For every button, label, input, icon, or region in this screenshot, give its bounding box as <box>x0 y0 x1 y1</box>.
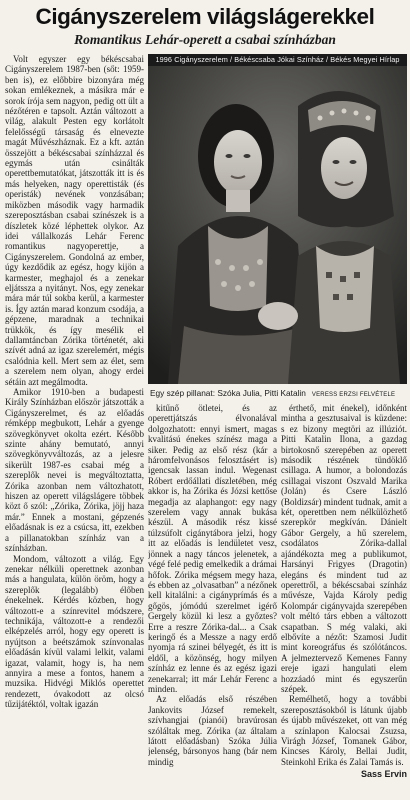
photographer-credit: VERESS ERZSI FELVÉTELE <box>311 392 396 398</box>
photo-credit-bar: 1996 Cigányszerelem / Békéscsaba Jókai Színház / Békés Megyei Hírlap <box>148 54 407 66</box>
article-column-right <box>281 403 407 797</box>
byline: Sass Ervin <box>360 769 407 780</box>
paragraph: Remélhető, hogy a további szereposztásokból is látunk újabb és újabb művészeket, ott van még a színlapon Kalocsai Zsuzsa, Virágh József, Tomanek Gábor, Kincses Károly, Bellai Judit, Steinkohl Erika és Zalai Tamás is. <box>281 694 407 767</box>
paragraph: érthető, mit énekel), időnként mintha a gesztusaival is küzdene: s ez bizony megtöri az illúziót. Pitti Katalin Ilona, a gazdag birtokosnő szerepében az operett második részének tündöklő csillaga. A humor, a bolondozás csillagai viszont Oszvald Marika (Jolán) és Csere László (Boldizsár) mindent tudnak, amit a két, operettben nem nélkülözhető szerepkör megkíván. Dánielt Gábor Gergely, a hű szerelem, csodálatos Zórika-dallal ajándékozta meg a publikumot, Harsányi Frigyes (Dragotin) elegáns és mindent tud az operettről, a békéscsabai színház művésze, Vajda Károly pedig Kolompár cigányvajda szerepében volt méltó társ ebben a változott csapatban. S még valaki, aki elbővíte a nézőt: Szamosi Judit mint koreográfus és szólótáncos. A jelmeztervező Kemenes Fanny ereje igazi hangulati elem hozzáadó mint és egyszerűn szépek. <box>281 403 407 694</box>
paragraph: kitűnő ötletei, és az operettjátszás élvonalával dolgozhatott: ennyi ismert, magas kvalitású énekes színész maga a siker. Pedig az első rész (kár a háromfelvonásos felosztásért is) igencsak lassan indul. Wegenast Róbert erdőállati díszletében, még akkor is, ha Zórika és Józsi kettőse megadja az alaphangot: egy nagy szerelem vagy annak bukása készül. A második rész kissé túlzsúfolt cigánytábora jelzi, hogy itt az előadás is lendületet vesz, jönnek a nagy táncos jelenetek, a végé felé pedig emelkedik a drámai hőfok. Zórika mégsem megy haza, és ebben az „olvasatban” a nézőnek kell kitalálni: a cigányprímás és a gőgös, jómódú szerelmet igérő Gergely közül ki lesz a győztes? Erre a reszre Zórika-dal... a Csak keringő és a Messze a nagy erdő nyomja rá szinei bélyegét, és itt is eldől, a közönség, hogy milyen színház ez lenne és az egész igazi zenekarral; itt már Lehár Ferenc a minden. <box>148 403 277 694</box>
article-column-middle <box>148 403 277 797</box>
paragraph: Amikor 1910-ben a budapesti Király Színházban először játszották a Cigányszerelmet, és az előadás rémképp megbukott, Lehár a gyenge szövegkönyvet okolta ezért. Később szinte ahány bemutató, annyi szövegkönyvváltozás, az a jelesre sikerült 1987-es csabai még a szereplők nevei is megváltoztatta, Zórika azonban nem változhatott, hiszen az operett világslágere többek közt ő szól: „Zórika, Zórika, jöjj haza már.” Ennek a mostani, gépzenés előadásnak is ez a csúcsa, itt, ezekben a pillanatokban színház van a színházban. <box>5 387 144 554</box>
photo-illustration <box>148 66 407 384</box>
production-photo <box>148 66 407 384</box>
subheadline: Romantikus Lehár-operett a csabai színházban <box>74 32 336 47</box>
article-column-left <box>5 54 144 797</box>
paragraph: Volt egyszer egy békéscsabai Cigányszerelem 1987-ben (sőt: 1959-ben is), ez előbbire bizonyára még sokan emlékeznek, a másikra már e sorok írója sem nagyon, pedig ott ült a nézőtéren e tapsolt. Aztán változott a világ, alakult Pesten egy korlátolt felelősségű társaság és elnevezte magát Művészháznak. Ez a kft. aztán összejött a békéscsabai színházzal és egymás után csinálták operettbemutatókat, játszották itt is és más helyeken, nagy operettisták (és operisták) nevének vonzásában; miközben második vagy harmadik szereposztásban csabai színészek is a díszletek közé léphettek olykor. Az idei vállalkozás Lehár Ferenc romantikus nagyoperettje, a Cigányszerelem. Gondolná az ember, úgy kezdődik az egész, hogy kijön a karmester, meghajol és a zenekar eljátssza a nyitányt. Nos, egy zenekar mára már túl sokba kerül, a karmester is. Így aztán marad konzum csodája, a gépzene, maradnak a technikai trükkök, és így mesélik el dallamtáncban Zórika történetét, aki szívét adná az igaz szerelemért, mégis csalódnia kell. Mert sem az élet, sem a szerelem nem olyan, ahogy erdei sétáin azt megálmodta. <box>5 54 144 387</box>
paragraph: Mondom, változott a világ. Egy zenekar nélküli operettnek azonban más a hangulata, külön öröm, hogy a szereplők (legalább) élőben énekelnek. Kérdés közben, hogy változott-e a színrevitel módszere, technikája, változott-e a rendezői elképzelés arról, hogy egy operett is nyújtson a beétszámok színvonalas előadásán kívül valami lelkit, valami igazat, valamit, hogy is, ha nem annyira a mese a fontos, hanem a muzsika. Hidvégi Miklós operettet rendezett, óvakodott az olcsó tűzijátéktól, voltak igazán <box>5 553 144 710</box>
paragraph: Az előadás első részében Jankovits József remekelt, szívhangjai (pianói) bravúrosan szóláltak meg. Zórika (az általam látott előadásban) Szóka Júlia jelenség, bársonyos hang (bár nem mindig <box>148 694 277 767</box>
caption-text: Egy szép pillanat: Szóka Julia, Pitti Katalin <box>150 388 306 398</box>
photo-caption <box>150 387 408 399</box>
headline: Cigányszerelem világslágerekkel <box>35 4 375 29</box>
